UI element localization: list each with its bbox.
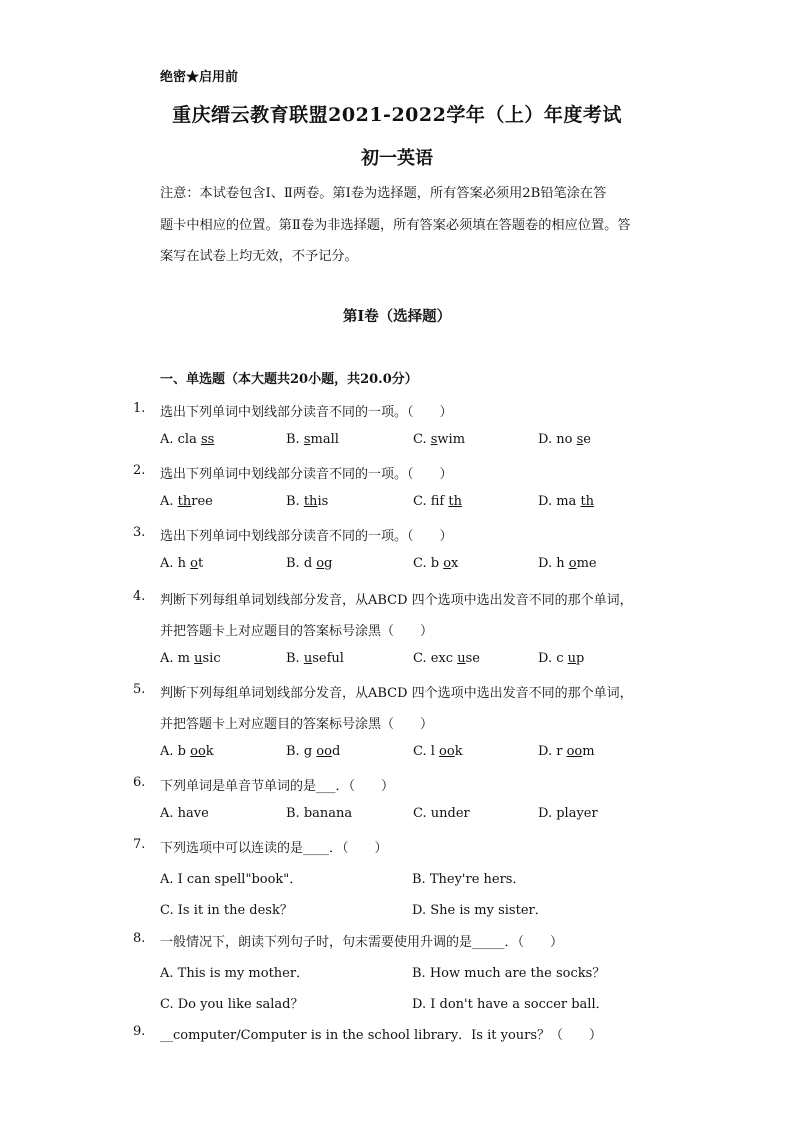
option-label: D. xyxy=(412,903,431,918)
option-label: A. xyxy=(160,651,178,666)
answer-option xyxy=(413,432,465,447)
question-number: 6. xyxy=(133,775,146,790)
answer-option xyxy=(160,962,309,981)
answer-option xyxy=(538,494,594,509)
answer-option xyxy=(160,494,213,509)
notice-line: 注意：本试卷包含Ⅰ、Ⅱ两卷。第Ⅰ卷为选择题，所有答案必须用2B铅笔涂在答 xyxy=(160,186,607,201)
answer-option xyxy=(412,993,609,1012)
option-label: B. xyxy=(286,556,304,571)
option-text: banana xyxy=(303,806,353,821)
underlined-letters: oo xyxy=(316,744,332,759)
option-label: B. xyxy=(286,744,304,759)
option-label: A. xyxy=(160,744,178,759)
answer-option xyxy=(160,556,203,571)
option-label: D. xyxy=(538,806,557,821)
option-label: C. xyxy=(413,494,431,509)
underlined-letters: u xyxy=(567,651,577,666)
underlined-letters: th xyxy=(303,494,318,509)
question-number: 5. xyxy=(133,682,146,697)
option-text: m xyxy=(582,744,595,759)
notice-line: 题卡中相应的位置。第Ⅱ卷为非选择题，所有答案必须填在答题卷的相应位置。答 xyxy=(160,217,631,233)
question-text: 选出下列单词中划线部分读音不同的一项。（ ） xyxy=(160,405,453,420)
question-number: 1. xyxy=(133,401,146,416)
exam-notice xyxy=(160,178,665,273)
question-text: 判断下列每组单词划线部分发音，从ABCD 四个选项中选出发音不同的那个单词， xyxy=(160,686,633,701)
option-text: k xyxy=(205,744,214,759)
answer-option xyxy=(412,962,605,981)
question-text: 一般情况下，朗读下列句子时，句末需要使用升调的是_____．（ ） xyxy=(160,935,564,950)
option-label: C. xyxy=(413,806,431,821)
answer-option xyxy=(538,744,595,759)
underlined-letters: th xyxy=(177,494,192,509)
option-text: She is my sister． xyxy=(430,903,548,918)
option-text: e xyxy=(583,432,591,447)
underlined-letters: oo xyxy=(566,744,583,759)
option-label: C. xyxy=(160,903,178,918)
option-label: B. xyxy=(286,432,304,447)
option-text: Do you like salad？ xyxy=(177,997,304,1012)
answer-option xyxy=(286,806,352,821)
option-text: I can spell"book"． xyxy=(177,872,303,887)
option-text: is xyxy=(317,494,329,509)
answer-option xyxy=(286,651,344,666)
option-label: A. xyxy=(160,806,178,821)
question-number: 3. xyxy=(133,525,146,540)
exam-subject: 初一英语 xyxy=(361,148,433,169)
option-text: wim xyxy=(437,432,466,447)
answer-option xyxy=(412,868,525,887)
option-text: t xyxy=(198,556,204,571)
option-label: A. xyxy=(160,872,178,887)
option-text: c xyxy=(556,651,568,666)
answer-option xyxy=(160,899,293,918)
option-text: g xyxy=(303,744,317,759)
question-text: 下列选项中可以连读的是____．（ ） xyxy=(160,841,388,856)
answer-option xyxy=(160,651,221,666)
answer-option xyxy=(538,556,597,571)
option-text: seful xyxy=(312,651,344,666)
option-text: l xyxy=(430,744,440,759)
question-number: 9. xyxy=(133,1024,146,1039)
question-text: 并把答题卡上对应题目的答案标号涂黑（ ） xyxy=(160,717,434,732)
answer-option xyxy=(160,993,303,1012)
answer-option xyxy=(413,651,480,666)
option-text: h xyxy=(556,556,569,571)
option-label: A. xyxy=(160,556,178,571)
answer-option xyxy=(413,744,463,759)
option-label: D. xyxy=(538,556,557,571)
underlined-letters: oo xyxy=(190,744,206,759)
option-text: k xyxy=(454,744,463,759)
section-title: 第Ⅰ卷（选择题） xyxy=(342,308,452,325)
option-label: D. xyxy=(538,744,557,759)
option-text: cla xyxy=(177,432,201,447)
answer-option xyxy=(413,556,458,571)
option-label: D. xyxy=(538,494,557,509)
question-number: 4. xyxy=(133,589,146,604)
question-text: 并把答题卡上对应题目的答案标号涂黑（ ） xyxy=(160,624,434,639)
option-label: D. xyxy=(538,651,557,666)
option-text: ma xyxy=(556,494,581,509)
answer-option xyxy=(160,868,302,887)
underlined-letters: ss xyxy=(200,432,215,447)
notice-line: 案写在试卷上均无效，不予记分。 xyxy=(160,249,358,264)
answer-option xyxy=(286,556,332,571)
option-label: B. xyxy=(286,494,304,509)
question-number: 7. xyxy=(133,837,146,852)
confidential-mark: 绝密★启用前 xyxy=(160,70,239,85)
option-text: b xyxy=(430,556,444,571)
option-text: m xyxy=(177,651,195,666)
option-text: d xyxy=(331,744,341,759)
option-text: g xyxy=(324,556,333,571)
option-label: B. xyxy=(412,966,430,981)
underlined-letters: o xyxy=(190,556,198,571)
underlined-letters: u xyxy=(194,651,203,666)
question-text: __computer/Computer is in the school library．Is it yours？（ ） xyxy=(160,1028,603,1043)
answer-option xyxy=(160,744,214,759)
option-label: A. xyxy=(160,966,178,981)
answer-option xyxy=(286,744,340,759)
exam-title: 重庆缙云教育联盟2021-2022学年（上）年度考试 xyxy=(172,104,622,126)
question-number: 2. xyxy=(133,463,146,478)
option-text: x xyxy=(451,556,459,571)
option-text: exc xyxy=(430,651,458,666)
answer-option xyxy=(160,806,209,821)
option-text: p xyxy=(576,651,585,666)
option-text: player xyxy=(556,806,598,821)
option-text: se xyxy=(465,651,480,666)
underlined-letters: s xyxy=(430,432,438,447)
answer-option xyxy=(160,432,214,447)
option-text: This is my mother． xyxy=(177,966,310,981)
option-text: me xyxy=(576,556,597,571)
underlined-letters: o xyxy=(568,556,577,571)
underlined-letters: s xyxy=(576,432,584,447)
option-label: C. xyxy=(413,432,431,447)
option-label: B. xyxy=(286,651,304,666)
option-text: mall xyxy=(310,432,339,447)
option-text: under xyxy=(430,806,470,821)
underlined-letters: th xyxy=(580,494,595,509)
underlined-letters: s xyxy=(303,432,311,447)
option-text: How much are the socks？ xyxy=(429,966,606,981)
option-text: no xyxy=(556,432,577,447)
option-text: d xyxy=(303,556,317,571)
option-text: r xyxy=(556,744,567,759)
option-label: C. xyxy=(413,744,431,759)
option-label: C. xyxy=(413,556,431,571)
answer-option xyxy=(286,432,339,447)
underlined-letters: u xyxy=(303,651,313,666)
question-text: 选出下列单词中划线部分读音不同的一项。（ ） xyxy=(160,467,453,482)
answer-option xyxy=(412,899,548,918)
option-label: D. xyxy=(538,432,557,447)
option-text: fif xyxy=(430,494,449,509)
question-number: 8. xyxy=(133,931,146,946)
underlined-letters: o xyxy=(443,556,452,571)
option-text: ree xyxy=(191,494,213,509)
answer-option xyxy=(538,806,598,821)
question-text: 下列单词是单音节单词的是___．（ ） xyxy=(160,779,395,794)
underlined-letters: oo xyxy=(439,744,455,759)
answer-option xyxy=(538,651,584,666)
option-label: D. xyxy=(412,997,431,1012)
option-text: sic xyxy=(202,651,221,666)
option-label: C. xyxy=(160,997,178,1012)
option-label: A. xyxy=(160,432,178,447)
underlined-letters: th xyxy=(448,494,462,509)
answer-option xyxy=(413,806,470,821)
underlined-letters: o xyxy=(316,556,325,571)
answer-option xyxy=(413,494,462,509)
option-label: B. xyxy=(412,872,430,887)
option-text: b xyxy=(177,744,191,759)
answer-option xyxy=(538,432,591,447)
underlined-letters: u xyxy=(457,651,466,666)
option-text: They're hers． xyxy=(429,872,526,887)
question-text: 选出下列单词中划线部分读音不同的一项。（ ） xyxy=(160,529,453,544)
part-title: 一、单选题（本大题共20小题，共20.0分） xyxy=(160,372,418,387)
question-text: 判断下列每组单词划线部分发音，从ABCD 四个选项中选出发音不同的那个单词， xyxy=(160,593,633,608)
option-text: Is it in the desk？ xyxy=(177,903,293,918)
answer-option xyxy=(286,494,328,509)
option-label: C. xyxy=(413,651,431,666)
option-text: h xyxy=(177,556,191,571)
option-label: A. xyxy=(160,494,178,509)
option-text: I don't have a soccer ball． xyxy=(430,997,609,1012)
option-label: B. xyxy=(286,806,304,821)
option-text: have xyxy=(177,806,209,821)
